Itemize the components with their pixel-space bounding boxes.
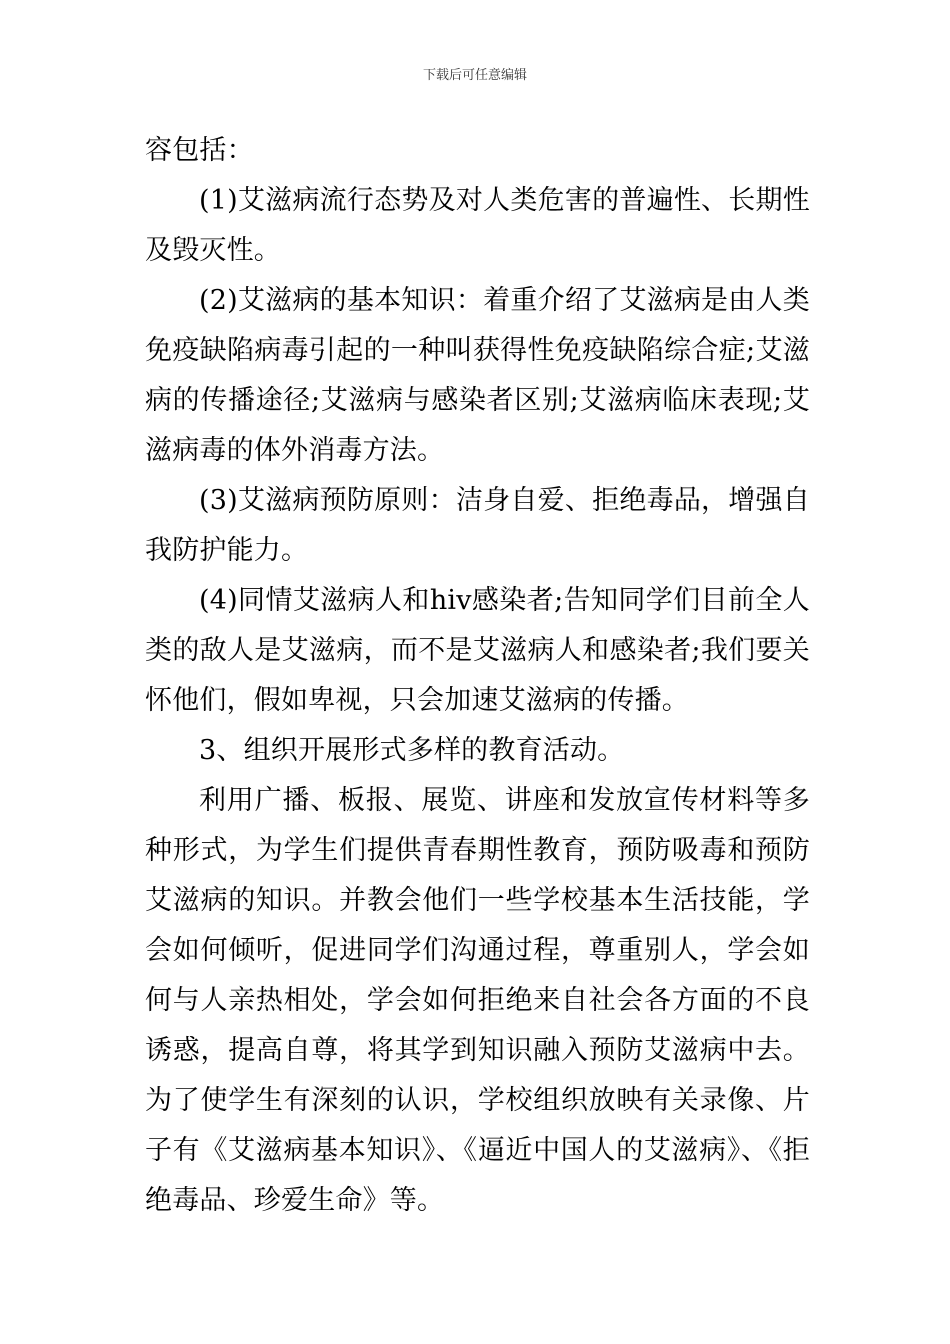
paragraph-item-3: (3)艾滋病预防原则：洁身自爱、拒绝毒品，增强自我防护能力。 xyxy=(145,485,810,566)
paragraph-item-2: (2)艾滋病的基本知识：着重介绍了艾滋病是由人类免疫缺陷病毒引起的一种叫获得性免疫缺陷综合症;艾滋病的传播途径;艾滋病与感染者区别;艾滋病临床表现;艾滋病毒的体外消毒方法。 xyxy=(145,285,810,466)
paragraph-item-1: (1)艾滋病流行态势及对人类危害的普遍性、长期性及毁灭性。 xyxy=(145,185,810,266)
paragraph-item-4: (4)同情艾滋病人和hiv感染者;告知同学们目前全人类的敌人是艾滋病，而不是艾滋病人和感染者;我们要关怀他们，假如卑视，只会加速艾滋病的传播。 xyxy=(145,585,810,716)
page-header-note: 下载后可任意编辑 xyxy=(422,68,527,83)
document-body xyxy=(145,126,810,1226)
section-heading-3: 3、组织开展形式多样的教育活动。 xyxy=(199,735,625,766)
paragraph-continuation: 容包括： xyxy=(145,135,254,166)
paragraph-activities: 利用广播、板报、展览、讲座和发放宣传材料等多种形式，为学生们提供青春期性教育，预防吸毒和预防艾滋病的知识。并教会他们一些学校基本生活技能，学会如何倾听，促进同学们沟通过程，尊重别人，学会如何与人亲热相处，学会如何拒绝来自社会各方面的不良诱惑，提高自尊，将其学到知识融入预防艾滋病中去。为了使学生有深刻的认识，学校组织放映有关录像、片子有《艾滋病基本知识》、《逼近中国人的艾滋病》、《拒绝毒品、珍爱生命》等。 xyxy=(145,785,810,1216)
